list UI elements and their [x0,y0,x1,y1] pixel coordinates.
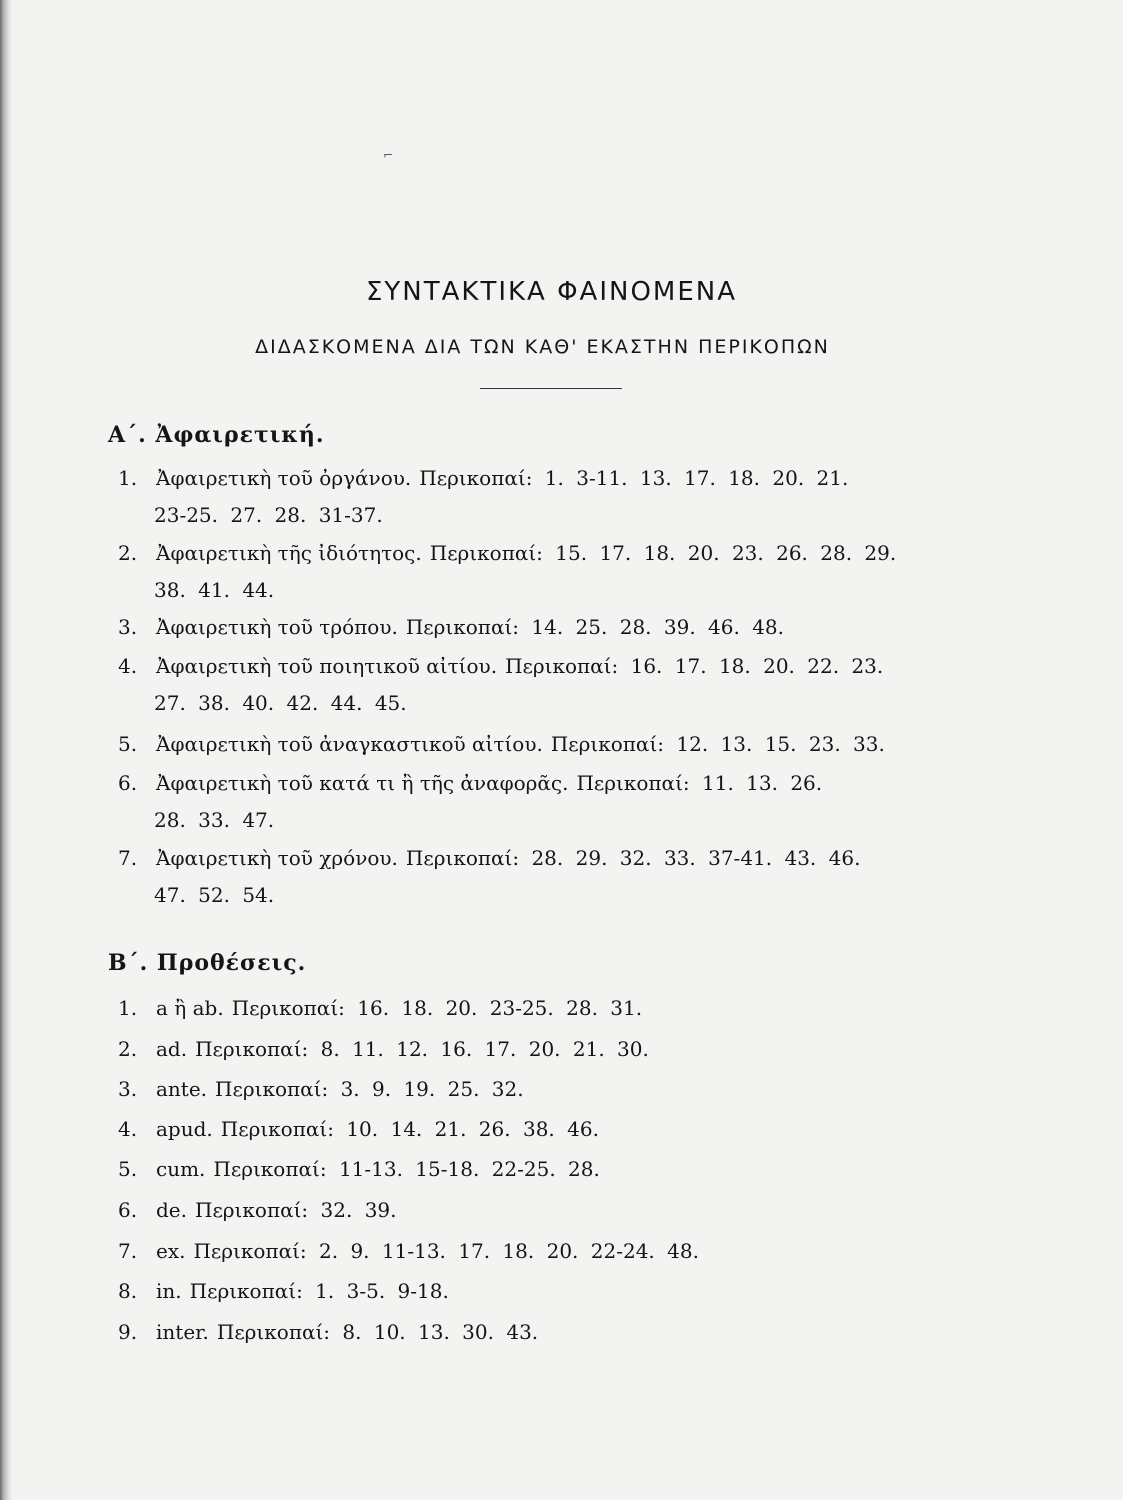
item-refs-continued: 27. 38. 40. 42. 44. 45. [154,690,407,715]
item-number: 6. [118,771,138,795]
item-label: Ἀφαιρετικὴ τοῦ τρόπου. [156,615,398,639]
list-item [118,609,988,646]
item-number: 4. [118,654,138,678]
item-refs: Περικοπαί: 28. 29. 32. 33. 37-41. 43. 46. [405,846,861,870]
list-item [118,1273,988,1310]
item-number: 7. [118,846,138,870]
item-label: Ἀφαιρετικὴ τοῦ ποιητικοῦ αἰτίου. [156,654,498,678]
list-item [118,1233,988,1270]
list-item [118,1314,988,1351]
item-label: ad. [156,1037,188,1061]
list-item [118,460,988,533]
item-refs: Περικοπαί: 2. 9. 11-13. 17. 18. 20. 22-24. 48. [193,1239,699,1263]
item-number: 3. [118,615,138,639]
item-number: 6. [118,1198,138,1222]
item-number: 5. [118,1157,138,1181]
item-label: inter. [156,1320,209,1344]
item-number: 8. [118,1279,138,1303]
item-refs: Περικοπαί: 14. 25. 28. 39. 46. 48. [405,615,785,639]
title-divider [480,388,622,389]
item-number: 7. [118,1239,138,1263]
item-refs-continued: 23-25. 27. 28. 31-37. [154,502,383,527]
item-refs: Περικοπαί: 3. 9. 19. 25. 32. [215,1077,524,1101]
item-refs: Περικοπαί: 8. 11. 12. 16. 17. 20. 21. 30. [195,1037,649,1061]
item-label: in. [156,1279,182,1303]
item-refs: Περικοπαί: 1. 3-11. 13. 17. 18. 20. 21. [419,466,849,490]
item-label: ante. [156,1077,208,1101]
item-label: Ἀφαιρετικὴ τῆς ἰδιότητος. [156,541,422,565]
item-number: 1. [118,466,138,490]
item-label: Ἀφαιρετικὴ τοῦ χρόνου. [156,846,398,870]
list-item [118,765,988,838]
list-item [118,990,988,1027]
item-label: a ἢ ab. [156,996,224,1020]
item-refs: Περικοπαί: 12. 13. 15. 23. 33. [550,732,885,756]
item-refs: Περικοπαί: 11. 13. 26. [576,771,823,795]
list-item [118,1071,988,1108]
section-heading-b: Β΄. Προθέσεις. [108,950,307,976]
item-refs: Περικοπαί: 8. 10. 13. 30. 43. [216,1320,539,1344]
item-number: 1. [118,996,138,1020]
item-refs: Περικοπαί: 1. 3-5. 9-18. [189,1279,449,1303]
page-subtitle: ΔΙΔΑΣΚΟΜΕΝΑ ΔΙΑ ΤΩΝ ΚΑΘ' ΕΚΑΣΤΗΝ ΠΕΡΙΚΟΠΩΝ [255,336,830,358]
item-refs: Περικοπαί: 32. 39. [195,1198,397,1222]
item-refs: Περικοπαί: 10. 14. 21. 26. 38. 46. [220,1117,599,1141]
item-number: 5. [118,732,138,756]
item-number: 2. [118,541,138,565]
list-item [118,1111,988,1148]
list-item [118,1151,988,1188]
list-item [118,535,988,608]
item-label: Ἀφαιρετικὴ τοῦ κατά τι ἢ τῆς ἀναφορᾶς. [156,771,569,795]
list-item [118,726,988,763]
page-title: ΣΥΝΤΑΚΤΙΚΑ ΦΑΙΝΟΜΕΝΑ [365,277,738,307]
item-refs-continued: 28. 33. 47. [154,807,275,832]
item-label: ex. [156,1239,186,1263]
item-number: 2. [118,1037,138,1061]
item-number: 3. [118,1077,138,1101]
item-refs: Περικοπαί: 11-13. 15-18. 22-25. 28. [213,1157,600,1181]
item-label: Ἀφαιρετικὴ τοῦ ὀργάνου. [156,466,412,490]
item-refs: Περικοπαί: 16. 17. 18. 20. 22. 23. [505,654,884,678]
stray-mark: ⌐ [383,148,394,162]
list-item [118,1031,988,1068]
item-number: 9. [118,1320,138,1344]
item-label: cum. [156,1157,206,1181]
item-refs-continued: 38. 41. 44. [154,577,275,602]
item-label: apud. [156,1117,213,1141]
item-label: Ἀφαιρετικὴ τοῦ ἀναγκαστικοῦ αἰτίου. [156,732,543,756]
section-heading-a: Α΄. Ἀφαιρετική. [108,422,325,448]
item-refs: Περικοπαί: 16. 18. 20. 23-25. 28. 31. [231,996,643,1020]
list-item [118,840,988,913]
list-item [118,1192,988,1229]
item-number: 4. [118,1117,138,1141]
list-item [118,648,988,721]
item-refs: Περικοπαί: 15. 17. 18. 20. 23. 26. 28. 29. [429,541,897,565]
item-label: de. [156,1198,187,1222]
item-refs-continued: 47. 52. 54. [154,882,275,907]
